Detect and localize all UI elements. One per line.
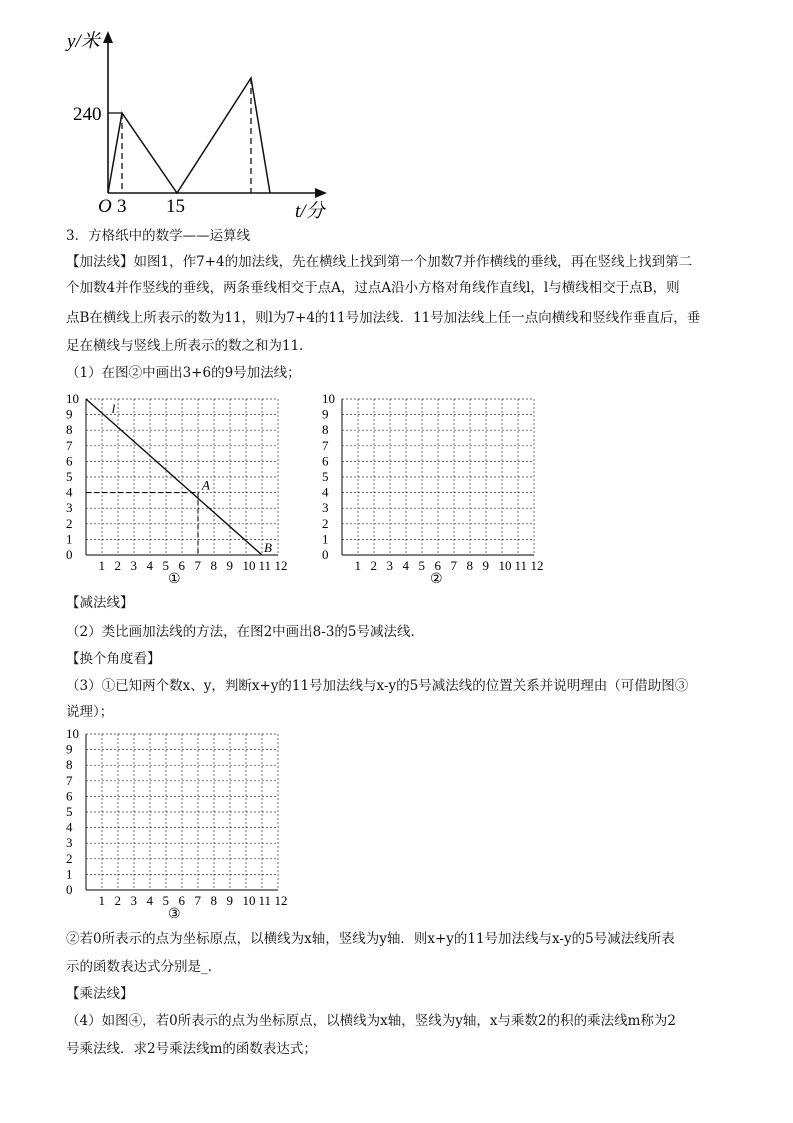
question-3b-line-2: 示的函数表达式分别是_．: [66, 959, 222, 975]
y-tick-label: 2: [66, 850, 73, 866]
y-tick-label: 7: [66, 772, 73, 788]
x-tick-label: 2: [370, 558, 377, 573]
y-tick-label: 5: [66, 804, 73, 819]
add-text-2: 个加数4并作竖线的垂线，两条垂线相交于点A，过点A沿小方格对角线作直线l，l与横线相交于点B，则: [66, 280, 680, 296]
y-tick-label: 8: [322, 422, 329, 438]
add-line-paragraph-1: [66, 253, 692, 271]
x-tick-label: 3: [386, 558, 393, 573]
x-tick-label: 1: [98, 893, 105, 908]
y-tick-label: 9: [66, 406, 73, 422]
add-text-4: 足在横线与竖线上所表示的数之和为11．: [66, 338, 313, 354]
x-tick-label: 2: [114, 893, 121, 908]
origin-label: O: [98, 196, 112, 217]
x-tick-label: 8: [466, 558, 473, 573]
question-4-line-2: 号乘法线．求2号乘法线m的函数表达式；: [66, 1041, 317, 1057]
y-tick-label: 0: [66, 882, 73, 897]
x-tick-label: 7: [194, 558, 201, 573]
x-tick-label: 8: [210, 893, 217, 908]
y-axis-label: y/米: [67, 31, 100, 52]
question-2: （2）类比画加法线的方法，在图2中画出8-3的5号减法线．: [66, 624, 425, 640]
add-heading: 【加法线】: [66, 254, 134, 270]
x-tick-label: 4: [146, 893, 153, 908]
y-tick-label: 0: [322, 547, 329, 562]
x-tick-label: 6: [178, 558, 185, 573]
grid-figure-1: [60, 393, 290, 588]
grid-caption: ①: [168, 572, 181, 587]
x-tick-label: 4: [402, 558, 409, 573]
x-tick-label: 1: [354, 558, 361, 573]
y-tick-label: 4: [66, 819, 73, 835]
point-a-label: A: [202, 477, 210, 493]
x-tick-label: 6: [434, 558, 441, 573]
y-tick-label: 4: [66, 484, 73, 500]
x-tick-label: 8: [210, 558, 217, 573]
grid-figure-2: [290, 393, 550, 588]
x-tick-label: 10: [242, 558, 256, 573]
question-3b-line-1: ②若0所表示的点为坐标原点，以横线为x轴，竖线为y轴．则x+y的11号加法线与x-y的5号减法线所表: [66, 931, 675, 947]
x-tick-label: 9: [226, 558, 233, 573]
y-tick-label: 3: [66, 500, 73, 516]
motion-path: [108, 78, 270, 193]
y-tick-240: 240: [73, 104, 102, 125]
y-tick-label: 8: [66, 422, 73, 438]
y-tick-label: 5: [322, 469, 329, 484]
grid-caption: ②: [430, 572, 443, 587]
grid-caption: ③: [168, 907, 181, 922]
y-tick-label: 1: [322, 531, 329, 547]
point-b-label: B: [264, 540, 272, 555]
x-tick-label: 3: [130, 893, 137, 908]
x-tick-label: 10: [498, 558, 512, 573]
x-tick-label: 4: [146, 558, 153, 573]
x-tick-label: 7: [450, 558, 457, 573]
y-tick-label: 1: [66, 866, 73, 882]
y-tick-label: 10: [322, 393, 335, 406]
y-tick-label: 6: [66, 453, 73, 469]
add-text-1: 如图1，作7+4的加法线，先在横线上找到第一个加数7并作横线的垂线，再在竖线上找到第二: [133, 254, 693, 270]
y-tick-label: 6: [322, 453, 329, 469]
y-tick-label: 3: [322, 500, 329, 516]
question-4-line-1: （4）如图④，若0所表示的点为坐标原点，以横线为x轴，竖线为y轴，x与乘数2的积的乘法线m称为2: [66, 1013, 677, 1029]
x-tick-label: 9: [226, 893, 233, 908]
question-1: （1）在图②中画出3+6的9号加法线；: [66, 365, 301, 381]
x-tick-label: 12: [274, 893, 288, 908]
x-tick-label: 6: [178, 893, 185, 908]
y-tick-label: 2: [66, 515, 73, 531]
y-tick-label: 9: [322, 406, 329, 422]
x-tick-3: 3: [117, 196, 127, 217]
x-tick-label: 11: [258, 558, 272, 573]
y-tick-label: 7: [66, 437, 73, 453]
angle-heading: 【换个角度看】: [66, 651, 161, 667]
x-tick-label: 5: [162, 558, 169, 573]
y-tick-label: 10: [66, 393, 79, 406]
y-tick-label: 0: [66, 547, 73, 562]
y-tick-label: 5: [66, 469, 73, 484]
section-title: 3．方格纸中的数学——运算线: [66, 228, 251, 244]
y-tick-label: 2: [322, 515, 329, 531]
x-tick-label: 11: [514, 558, 528, 573]
question-3-line-2: 说理）；: [66, 704, 114, 720]
y-axis-arrow: [103, 31, 113, 43]
y-tick-label: 4: [322, 484, 329, 500]
mul-heading: 【乘法线】: [66, 986, 134, 1002]
line-label-l: l: [111, 401, 116, 416]
x-tick-label: 12: [274, 558, 288, 573]
y-tick-label: 10: [66, 728, 79, 741]
x-tick-label: 5: [418, 558, 425, 573]
question-3-line-1: （3）①已知两个数x、y，判断x+y的11号加法线与x-y的5号减法线的位置关系并说明理由（可借助图③: [66, 678, 689, 694]
distance-time-graph: [55, 25, 345, 225]
x-tick-label: 12: [530, 558, 544, 573]
x-tick-15: 15: [166, 196, 185, 217]
y-tick-label: 7: [322, 437, 329, 453]
x-tick-label: 1: [98, 558, 105, 573]
x-tick-label: 11: [258, 893, 272, 908]
x-tick-label: 10: [242, 893, 256, 908]
x-axis-arrow: [315, 188, 327, 198]
x-tick-label: 3: [130, 558, 137, 573]
x-axis-label: t/分: [295, 201, 325, 222]
grid-figure-3: [60, 728, 290, 923]
x-tick-label: 9: [482, 558, 489, 573]
y-tick-label: 3: [66, 835, 73, 851]
sub-heading: 【减法线】: [66, 595, 134, 611]
add-text-3: 点B在横线上所表示的数为11，则l为7+4的11号加法线．11号加法线上任一点向横线和竖线作垂直后，垂: [66, 310, 701, 326]
y-tick-label: 1: [66, 531, 73, 547]
y-tick-label: 6: [66, 788, 73, 804]
x-tick-label: 5: [162, 893, 169, 908]
y-tick-label: 8: [66, 757, 73, 773]
x-tick-label: 7: [194, 893, 201, 908]
y-tick-label: 9: [66, 741, 73, 757]
x-tick-label: 2: [114, 558, 121, 573]
